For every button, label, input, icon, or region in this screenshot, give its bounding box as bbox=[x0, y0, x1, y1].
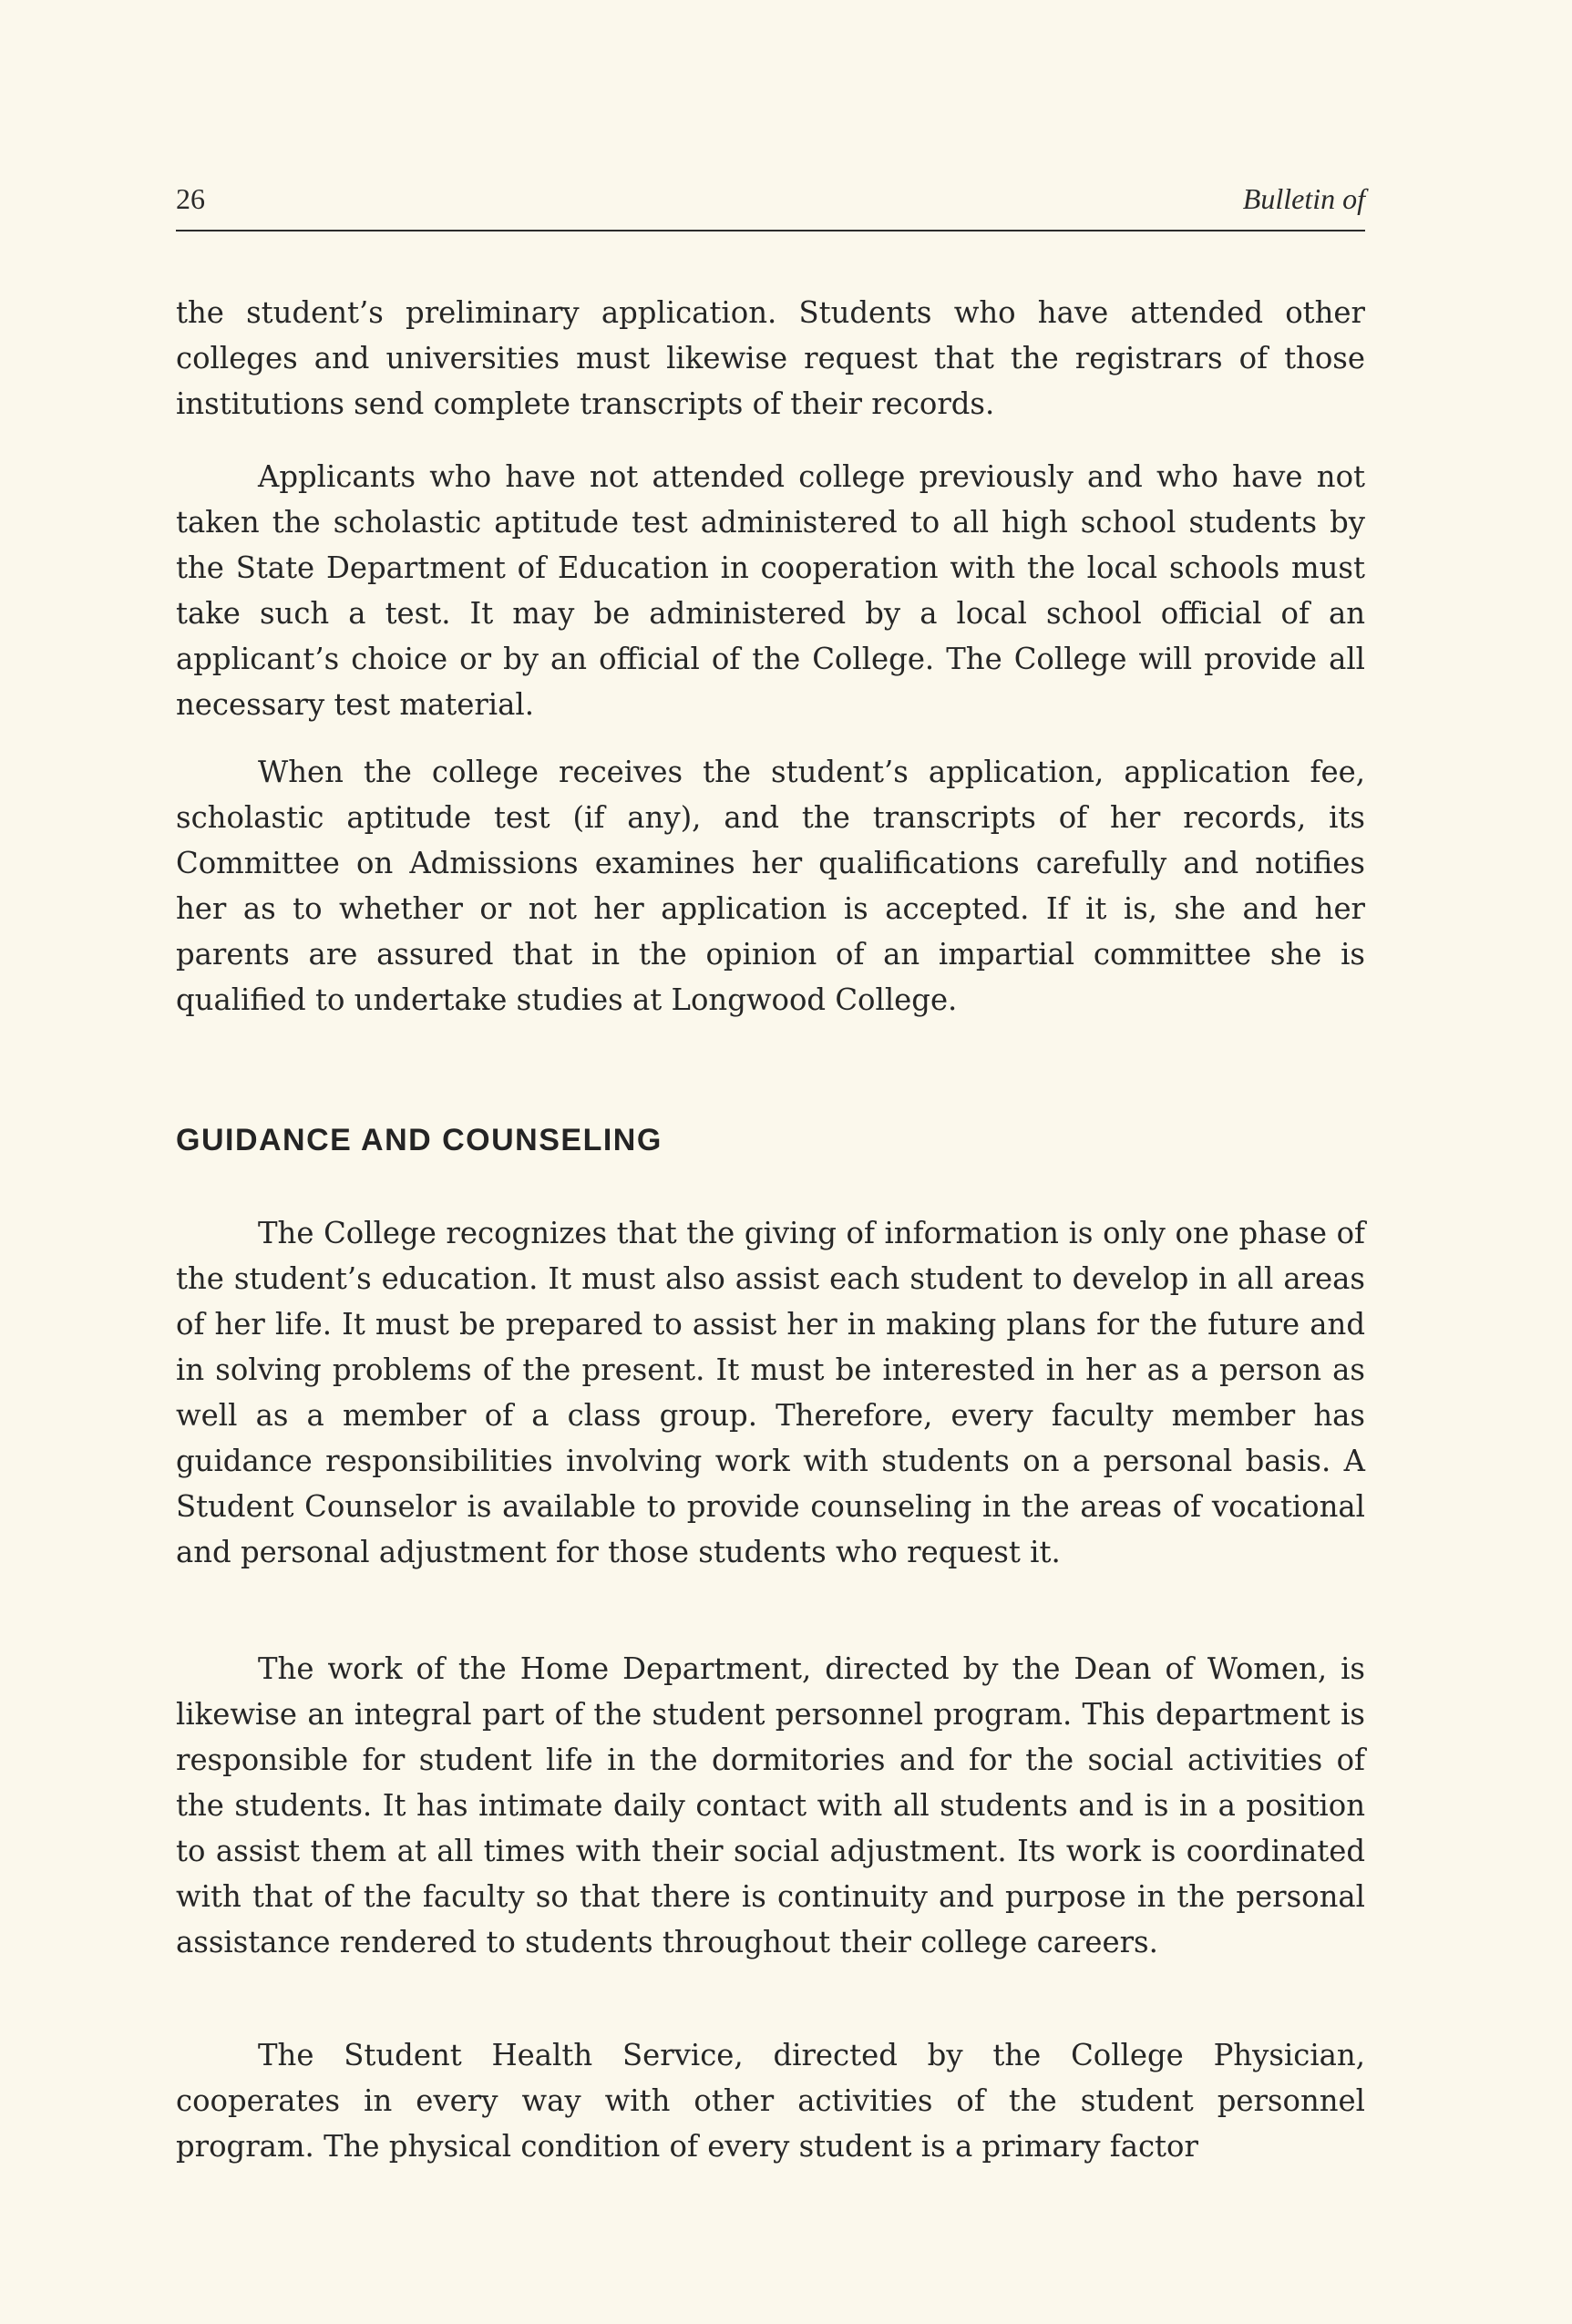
section-heading-guidance: GUIDANCE AND COUNSELING bbox=[176, 1123, 663, 1157]
paragraph-guidance-intro: The College recognizes that the giving of information is only one phase of the student’s education. It must also assist each student to develop in all areas of her life. It must be prepared to assist her in making plans for the future and in solving problems of the present. It must be interested in her as a person as well as a member of a class group. Therefore, every faculty member has guidance responsibilities involving work with students on a personal basis. A Student Counselor is available to provide counseling in the areas of vocational and personal adjustment for those students who request it. bbox=[176, 1216, 1365, 1569]
paragraph-application-continued: the student’s preliminary application. Students who have attended other colleges and universities must likewise request that the registrars of those institutions send complete transcripts of their records. bbox=[176, 295, 1365, 421]
paragraph-aptitude-test: Applicants who have not attended college previously and who have not taken the scholastic aptitude test administered to all high school students by the State Department of Education in cooperation with the local schools must take such a test. It may be administered by a local school official of an applicant’s choice or by an official of the College. The College will provide all necessary test material. bbox=[176, 459, 1365, 722]
paragraph-health-service: The Student Health Service, directed by the College Physician, cooperates in every way with other activities of the student personnel program. The physical condition of every student is a primary factor bbox=[176, 2038, 1365, 2164]
paragraph-home-department: The work of the Home Department, directed by the Dean of Women, is likewise an integral part of the student personnel program. This department is responsible for student life in the dormitories and for the social activities of the students. It has intimate daily contact with all students and is in a position to assist them at all times with their social adjustment. Its work is coordinated with that of the faculty so that there is continuity and purpose in the personal assistance rendered to students throughout their college careers. bbox=[176, 1651, 1365, 1959]
page-header bbox=[176, 182, 1365, 231]
running-head: Bulletin of bbox=[1242, 182, 1365, 215]
page-number: 26 bbox=[176, 182, 205, 215]
paragraph-admissions-committee: When the college receives the student’s application, application fee, scholastic aptitude test (if any), and the transcripts of her records, its Committee on Admissions examines her qualifications carefully and notifies her as to whether or not her application is accepted. If it is, she and her parents are assured that in the opinion of an impartial committee she is qualified to undertake studies at Longwood College. bbox=[176, 755, 1365, 1017]
